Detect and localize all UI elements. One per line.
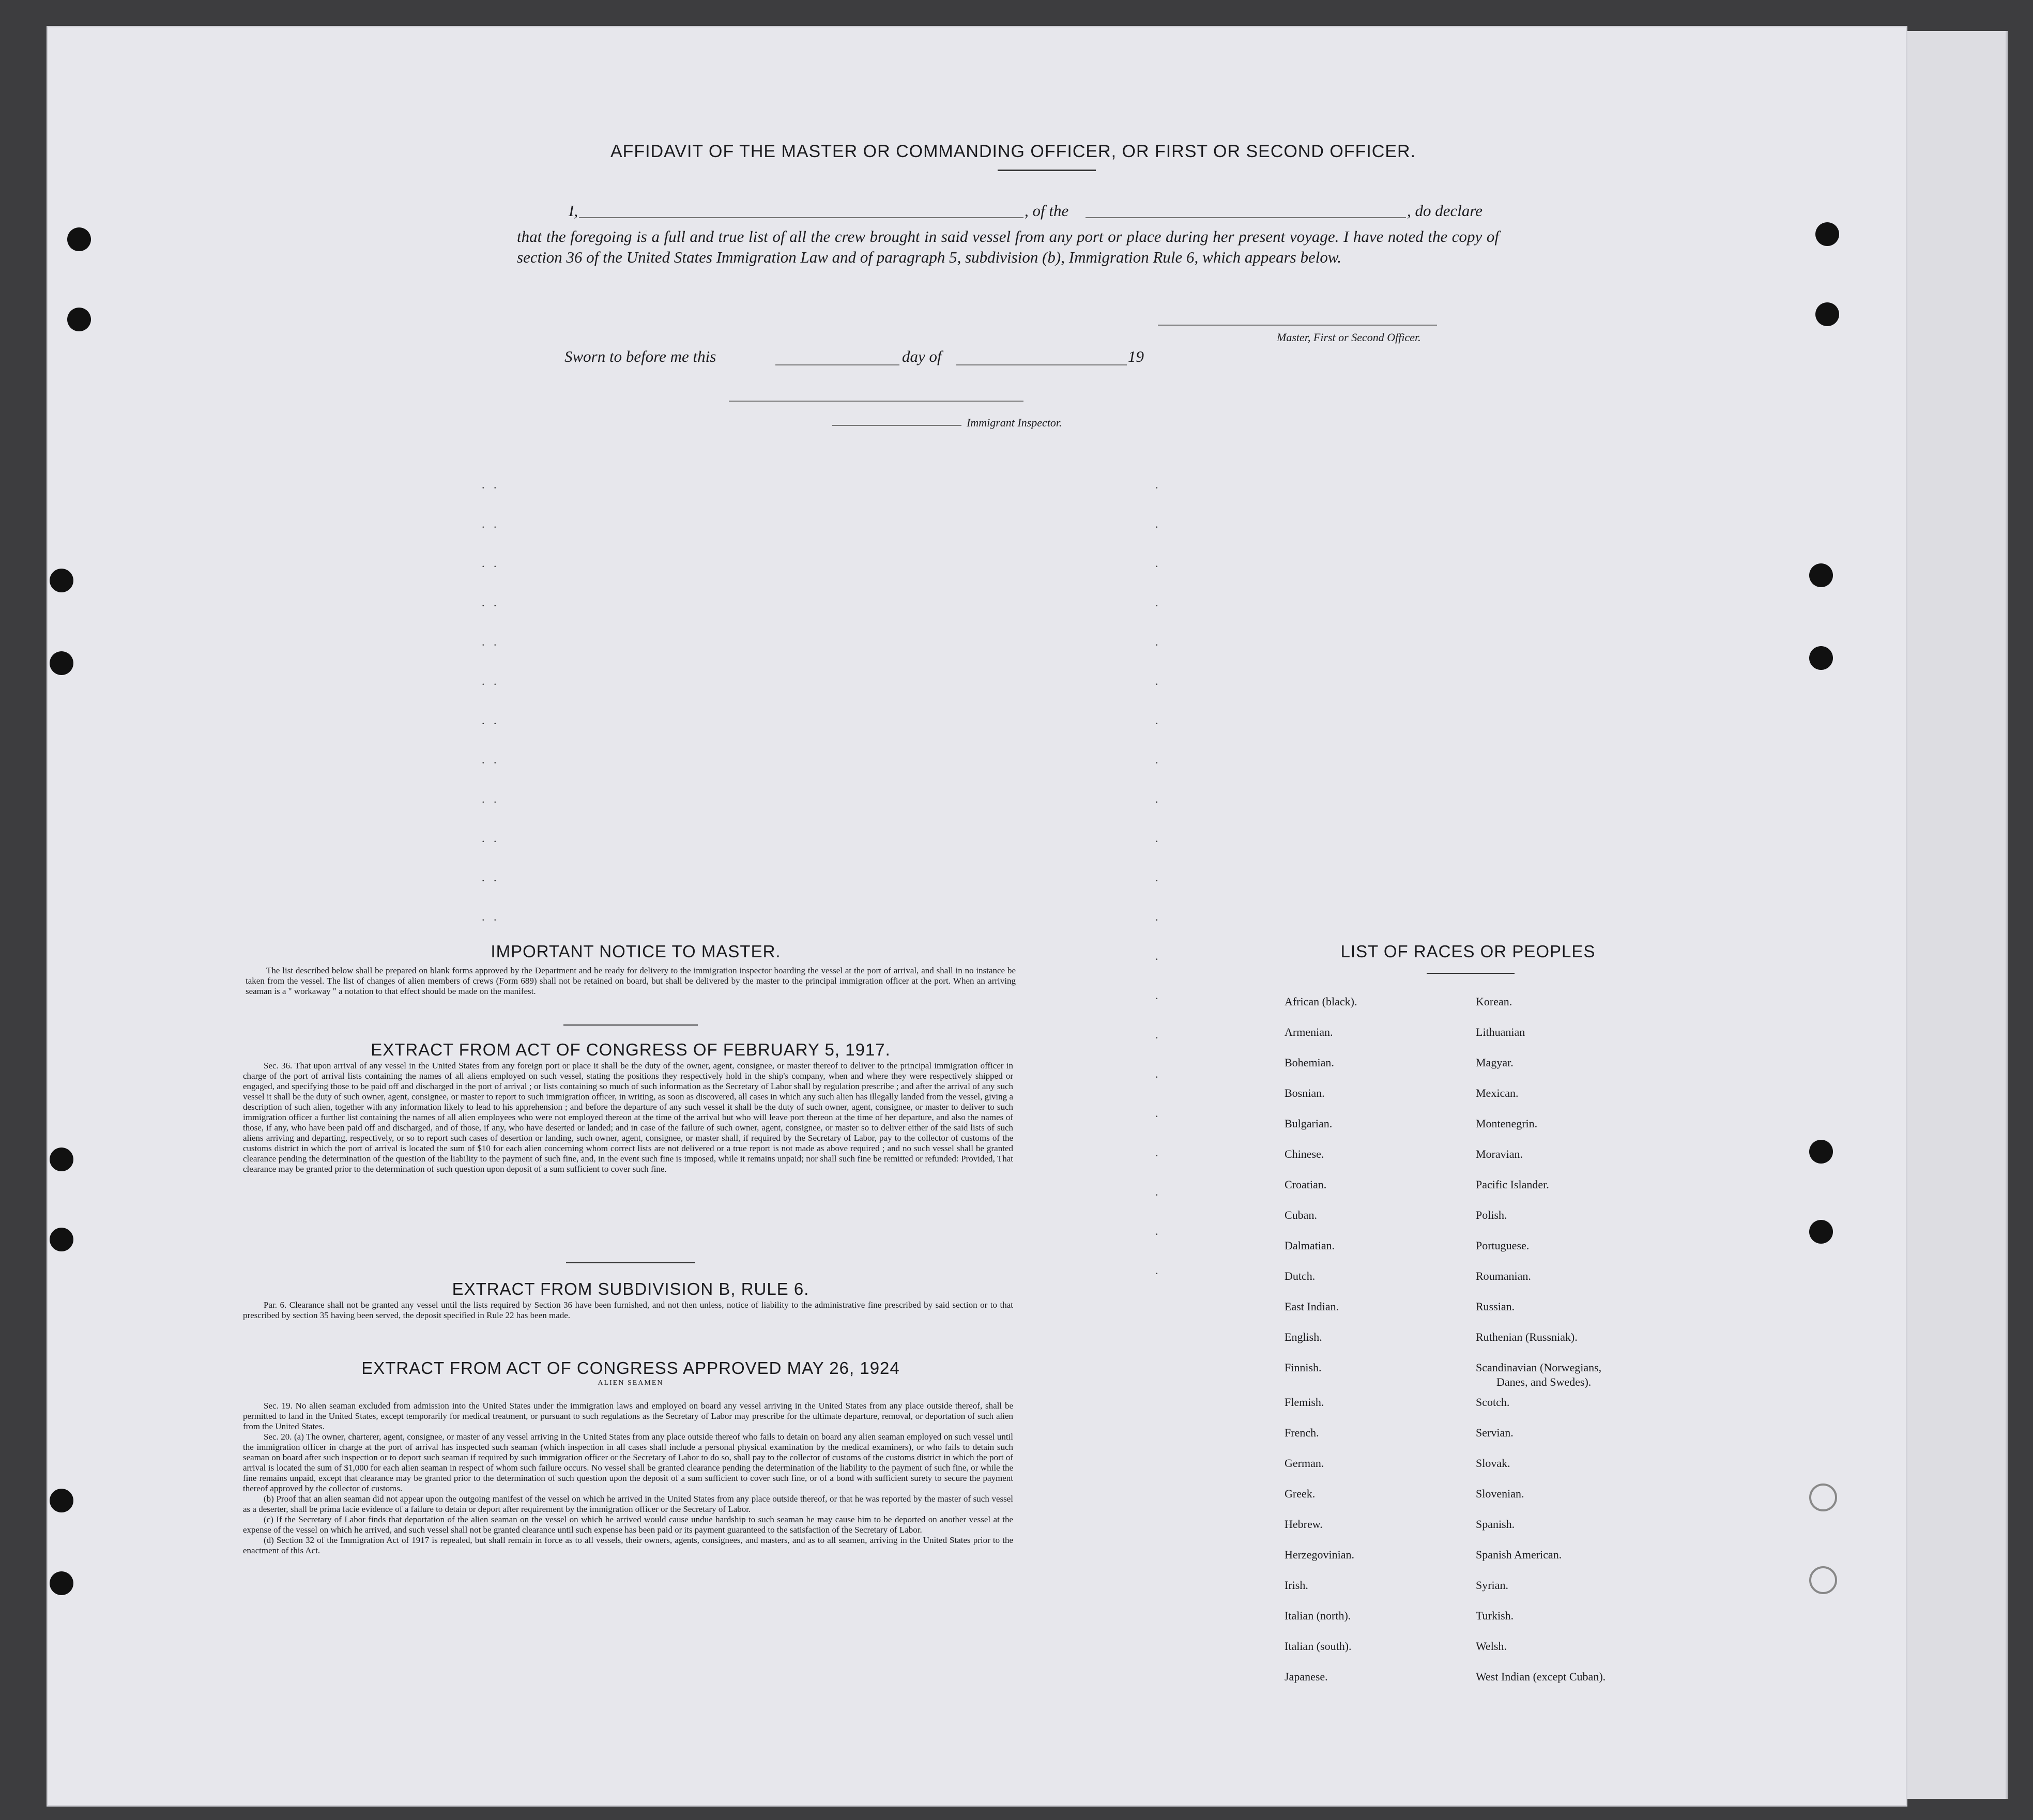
race-item: Pacific Islander. bbox=[1476, 1178, 1549, 1191]
race-item: Montenegrin. bbox=[1476, 1117, 1538, 1130]
section-rule bbox=[1427, 973, 1515, 974]
declare-do-declare: , do declare bbox=[1407, 202, 1483, 220]
race-item: Russian. bbox=[1476, 1300, 1515, 1313]
sworn-prefix: Sworn to before me this bbox=[564, 347, 716, 365]
race-item: Portuguese. bbox=[1476, 1239, 1530, 1252]
act1917-title: EXTRACT FROM ACT OF CONGRESS OF FEBRUARY 5, 1917. bbox=[371, 1040, 891, 1059]
race-item: West Indian (except Cuban). bbox=[1476, 1670, 1606, 1683]
race-item: Welsh. bbox=[1476, 1640, 1507, 1653]
sworn-day-of: day of bbox=[902, 347, 942, 365]
race-item: Flemish. bbox=[1285, 1396, 1324, 1409]
race-item: Bosnian. bbox=[1285, 1087, 1325, 1099]
race-item: East Indian. bbox=[1285, 1300, 1339, 1313]
inspector-label: Immigrant Inspector. bbox=[967, 416, 1062, 429]
vessel-blank[interactable] bbox=[1086, 217, 1406, 218]
race-item: Scotch. bbox=[1476, 1396, 1510, 1409]
punch-hole bbox=[67, 227, 91, 251]
signature-label: Master, First or Second Officer. bbox=[1277, 331, 1421, 344]
punch-hole bbox=[1809, 1483, 1837, 1511]
declare-i: I, bbox=[569, 202, 578, 220]
race-item: Italian (north). bbox=[1285, 1609, 1351, 1622]
act1924-body bbox=[243, 1401, 1013, 1556]
race-item-continuation: Danes, and Swedes). bbox=[1496, 1375, 1592, 1388]
rule6-body bbox=[243, 1300, 1013, 1321]
race-item: Croatian. bbox=[1285, 1178, 1327, 1191]
punch-hole bbox=[1815, 302, 1839, 326]
race-item: English. bbox=[1285, 1330, 1322, 1343]
race-item: Italian (south). bbox=[1285, 1640, 1352, 1653]
notice-body bbox=[246, 966, 1016, 997]
punch-hole bbox=[1815, 222, 1839, 246]
rule6-text: Par. 6. Clearance shall not be granted any vessel until the lists required by Section 36 have been furnished, and not then unless, notice of liability to the administrative fine prescribed by said section or to that prescribed by section 35 having been served, the deposit specified in Rule 22 has been made. bbox=[243, 1300, 1013, 1320]
punch-hole bbox=[1809, 646, 1833, 670]
name-blank[interactable] bbox=[579, 217, 1023, 218]
race-item: Polish. bbox=[1476, 1209, 1507, 1221]
race-item: Roumanian. bbox=[1476, 1270, 1531, 1282]
race-item: Chinese. bbox=[1285, 1148, 1324, 1160]
race-item: Armenian. bbox=[1285, 1026, 1333, 1038]
sworn-month-blank[interactable] bbox=[956, 364, 1127, 365]
inspector-signature-line[interactable] bbox=[729, 401, 1023, 402]
affidavit-title: AFFIDAVIT OF THE MASTER OR COMMANDING OFFICER, OR FIRST OR SECOND OFFICER. bbox=[610, 142, 1416, 161]
race-item: German. bbox=[1285, 1457, 1324, 1470]
act1924-sec20a: Sec. 20. (a) The owner, charterer, agent, consignee, or master of any vessel arriving in the United States from any place outside thereof who fails to detain on board any alien seaman employed on such vessel until the immigration officer in charge at the port of arrival has inspected such seaman (which inspection in all cases shall include a personal physical examination by the medical examiners), or who fails to detain such seaman on board after such inspection or to deport such seaman if required by such immigration officer or the Secretary of Labor to do so, shall pay to the collector of customs of the customs district in which the port of arrival is located the sum of $1,000 for each alien seaman in respect of whom such failure occurs. No vessel shall be granted clearance pending the determination of the liability to the payment of such fine, or while the fine remains unpaid, except that clearance may be granted prior to the determination of such question upon the deposit of a sum sufficient to cover such fine, or of a bond with sufficient surety to secure the payment thereof approved by the collector of customs. bbox=[243, 1432, 1013, 1493]
race-item: Japanese. bbox=[1285, 1670, 1328, 1683]
race-item: Spanish American. bbox=[1476, 1548, 1562, 1561]
punch-hole bbox=[50, 651, 73, 675]
act1917-text: Sec. 36. That upon arrival of any vessel in the United States from any foreign port or place it shall be the duty of the owner, agent, consignee, or master thereof to deliver to the principal immigration officer in charge of the port of arrival lists containing the names of all aliens employed on such vessel, stating the positions they respectively hold in the ship's company, when and where they were respectively shipped or engaged, and specifying those to be paid off and discharged in the port of arrival ; or lists containing so much of such information as the Secretary of Labor shall by regulation prescribe ; and after the arrival of any such vessel it shall be the duty of such owner, agent, consignee, or master to report to such immigration officer, in writing, as soon as discovered, all cases in which any such alien has illegally landed from the vessel, giving a description of such alien, together with any information likely to lead to his apprehension ; and before the departure of any such vessel it shall be the duty of such owner, agent, consignee, or master to deliver to such immigration officer a further list containing the names of all alien employees who were not employed thereon at the time of the arrival but who will leave port thereon at the time of her departure, and also the names of those, if any, who have been paid off and discharged, and of those, if any, who have deserted or landed; and in case of the failure of such owner, agent, consignee, or master so to deliver either of the said lists of such aliens arriving and departing, respectively, or so to report such cases of desertion or landing, such owner, agent, consignee, or master shall, if required by the Secretary of Labor, pay to the collector of customs of the customs district in which the port of arrival is located the sum of $10 for each alien concerning whom correct lists are not delivered or a true report is not made as above required ; and no such vessel shall be granted clearance pending the determination of the question of the liability to the payment of such fine, and, in the event such fine is imposed, while it remains unpaid; nor shall such fine be remitted or refunded: Provided, That clearance may be granted prior to the determination of such question upon deposit of a sum sufficient to cover such fine. bbox=[243, 1061, 1013, 1174]
punch-hole bbox=[1809, 563, 1833, 587]
section-rule bbox=[566, 1262, 695, 1263]
act1917-body bbox=[243, 1061, 1013, 1174]
race-item: Moravian. bbox=[1476, 1148, 1523, 1160]
race-item: African (black). bbox=[1285, 995, 1357, 1008]
race-item: Bulgarian. bbox=[1285, 1117, 1333, 1130]
affidavit-paragraph: that the foregoing is a full and true list of all the crew brought in said vessel from any port or place during her present voyage. I have noted the copy of section 36 of the United States Immigration Law and of paragraph 5, subdivision (b), Immigration Rule 6, which appears below. bbox=[517, 227, 1499, 266]
act1924-sec20c: (c) If the Secretary of Labor finds that deportation of the alien seaman on the vessel on which he arrived would cause undue hardship to such seaman he may cause him to be deported on another vessel at the expense of the vessel on which he arrived, and such vessel shall not be granted clearance until such expense has been paid or its payment guaranteed to the satisfaction of the Secretary of Labor. bbox=[243, 1515, 1013, 1535]
act1924-sec20d: (d) Section 32 of the Immigration Act of 1917 is repealed, but shall remain in force as to all vessels, their owners, agents, consignees, and masters, and as to all seamen, arriving in the United States prior to the enactment of this Act. bbox=[243, 1535, 1013, 1555]
race-item: Herzegovinian. bbox=[1285, 1548, 1354, 1561]
races-title: LIST OF RACES OR PEOPLES bbox=[1340, 942, 1596, 961]
race-item: Spanish. bbox=[1476, 1518, 1515, 1531]
punch-hole bbox=[67, 308, 91, 331]
notice-text: The list described below shall be prepared on blank forms approved by the Department and be ready for delivery to the immigration inspector boarding the vessel at the port of arrival, and shall in no instance be taken from the vessel. The list of changes of alien members of crews (Form 689) shall not be retained on board, but shall be delivered by the master to the principal immigration officer at the port. When an arriving seaman is a " workaway " a notation to that effect should be made on the manifest. bbox=[246, 966, 1016, 996]
section-rule bbox=[563, 1024, 698, 1026]
race-item: Lithuanian bbox=[1476, 1026, 1525, 1038]
race-item: Cuban. bbox=[1285, 1209, 1317, 1221]
race-item: Scandinavian (Norwegians, bbox=[1476, 1361, 1602, 1374]
race-item: Irish. bbox=[1285, 1579, 1308, 1592]
race-item: Magyar. bbox=[1476, 1056, 1514, 1069]
signature-line[interactable] bbox=[1158, 325, 1437, 326]
punch-hole bbox=[1809, 1220, 1833, 1244]
race-item: Slovak. bbox=[1476, 1457, 1510, 1470]
punch-hole bbox=[50, 1148, 73, 1171]
punch-hole bbox=[1809, 1140, 1833, 1164]
race-item: Servian. bbox=[1476, 1426, 1514, 1439]
race-item: Dutch. bbox=[1285, 1270, 1316, 1282]
race-item: Turkish. bbox=[1476, 1609, 1514, 1622]
bleed-through-dots: . . . . . . . . . . . . . . . . . . . . . . . . bbox=[482, 478, 500, 923]
race-item: Slovenian. bbox=[1476, 1487, 1524, 1500]
race-item: Ruthenian (Russniak). bbox=[1476, 1330, 1578, 1343]
race-item: Hebrew. bbox=[1285, 1518, 1323, 1531]
punch-hole bbox=[50, 1489, 73, 1512]
act1924-sec19: Sec. 19. No alien seaman excluded from admission into the United States under the immigration laws and employed on board any vessel arriving in the United States from any place outside thereof, shall be permitted to land in the United States, except temporarily for medical treatment, or pursuant to such regulations as the Secretary of Labor may prescribe for the ultimate departure, removal, or deportation of such alien from the United States. bbox=[243, 1401, 1013, 1431]
race-item: French. bbox=[1285, 1426, 1319, 1439]
punch-hole bbox=[50, 569, 73, 592]
race-item: Dalmatian. bbox=[1285, 1239, 1335, 1252]
declare-of-the: , of the bbox=[1025, 202, 1069, 220]
act1924-subtitle: ALIEN SEAMEN bbox=[598, 1379, 664, 1387]
race-item: Greek. bbox=[1285, 1487, 1316, 1500]
punch-hole bbox=[50, 1228, 73, 1251]
race-item: Korean. bbox=[1476, 995, 1512, 1008]
sworn-year: 19 bbox=[1128, 347, 1144, 365]
act1924-title: EXTRACT FROM ACT OF CONGRESS APPROVED MAY 26, 1924 bbox=[361, 1358, 900, 1378]
punch-hole bbox=[50, 1571, 73, 1595]
notice-title: IMPORTANT NOTICE TO MASTER. bbox=[491, 942, 781, 961]
act1924-sec20b: (b) Proof that an alien seaman did not appear upon the outgoing manifest of the vessel on which he arrived in the United States from any place outside thereof, or that he was reported by the master of such vessel as a deserter, shall be prima facie evidence of a failure to detain or deport after requirement by the immigration officer or the Secretary of Labor. bbox=[243, 1494, 1013, 1514]
race-item: Bohemian. bbox=[1285, 1056, 1334, 1069]
inspector-line-short bbox=[832, 425, 961, 426]
title-rule bbox=[998, 170, 1096, 171]
sworn-day-blank[interactable] bbox=[775, 364, 899, 365]
bleed-through-dots: . . . . . . . . . . . . . . . . . . . . . bbox=[1155, 478, 1161, 1277]
punch-hole bbox=[1809, 1566, 1837, 1594]
race-item: Mexican. bbox=[1476, 1087, 1519, 1099]
race-item: Finnish. bbox=[1285, 1361, 1322, 1374]
rule6-title: EXTRACT FROM SUBDIVISION B, RULE 6. bbox=[452, 1279, 809, 1298]
race-item: Syrian. bbox=[1476, 1579, 1508, 1592]
